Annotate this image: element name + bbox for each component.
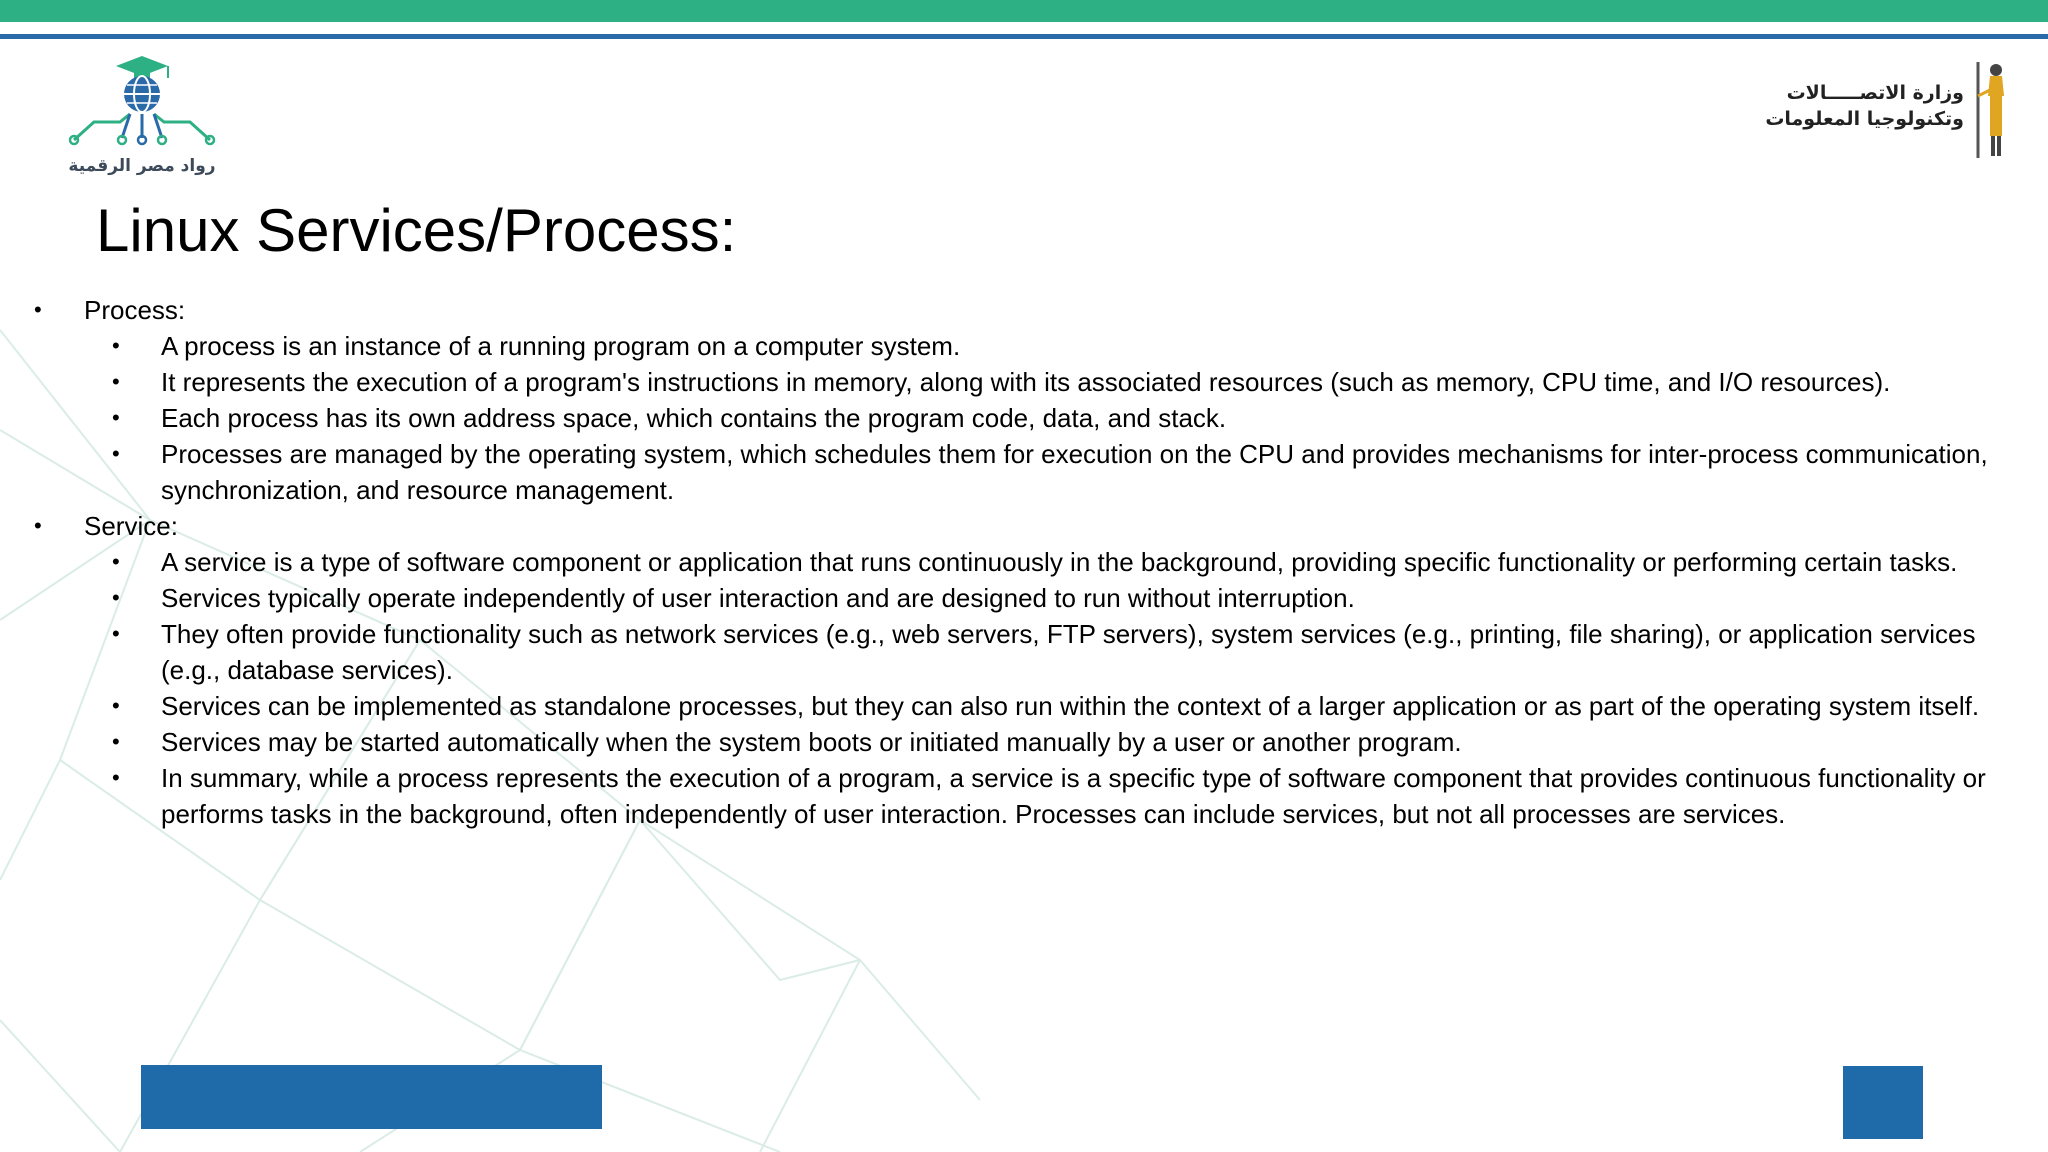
list-item-text: Processes are managed by the operating system, which schedules them for execution on the CPU and provides mechanisms for inter-process communication, synchronization, and resource management. [161, 439, 1988, 505]
top-accent-bar-blue [0, 34, 2048, 39]
list-item-text: It represents the execution of a program's instructions in memory, along with its associated resources (such as memory, CPU time, and I/O resources). [161, 367, 1891, 397]
bullet-icon: • [112, 765, 120, 790]
slide-content [0, 292, 2048, 832]
top-accent-bar-green [0, 0, 2048, 22]
bullet-icon: • [112, 729, 120, 754]
digital-egypt-pioneers-logo [64, 52, 220, 182]
section-service [0, 508, 2048, 832]
list-item [0, 724, 2048, 760]
slide-title: Linux Services/Process: [96, 197, 737, 264]
bullet-icon: • [112, 585, 120, 610]
service-points [84, 544, 2048, 832]
footer-page-box [1843, 1066, 1923, 1139]
left-logo-caption: رواد مصر الرقمية [68, 156, 216, 176]
ministry-name-line2: وتكنولوجيا المعلومات [1765, 108, 1964, 130]
list-item-text: A process is an instance of a running program on a computer system. [161, 331, 961, 361]
bullet-icon: • [112, 369, 120, 394]
bullet-icon: • [112, 441, 120, 466]
list-item-text: A service is a type of software component or application that runs continuously in the background, providing specific functionality or performing certain tasks. [161, 547, 1958, 577]
bullet-icon: • [34, 513, 42, 538]
ministry-name-line1: وزارة الاتصـــــالات [1786, 82, 1964, 104]
bullet-list [0, 292, 2048, 832]
section-process [0, 292, 2048, 508]
list-item-text: In summary, while a process represents the execution of a program, a service is a specific type of software component that provides continuous functionality or performs tasks in the background, often independently of user interaction. Processes can include services, but not all processes are services. [161, 763, 1986, 829]
bullet-icon: • [112, 549, 120, 574]
graduation-cap-globe-circuit-icon [64, 52, 220, 156]
bullet-icon: • [112, 333, 120, 358]
list-item-text: They often provide functionality such as network services (e.g., web servers, FTP servers), system services (e.g., printing, file sharing), or application services (e.g., database services). [161, 619, 1976, 685]
bullet-icon: • [112, 693, 120, 718]
list-item [0, 400, 2048, 436]
list-item [0, 544, 2048, 580]
list-item [0, 364, 2048, 400]
ministry-name [1765, 80, 1964, 132]
list-item-text: Services typically operate independently of user interaction and are designed to run without interruption. [161, 583, 1355, 613]
list-item-text: Services may be started automatically when the system boots or initiated manually by a user or another program. [161, 727, 1462, 757]
list-item [0, 760, 2048, 832]
list-item-text: Services can be implemented as standalone processes, but they can also run within the context of a larger application or as part of the operating system itself. [161, 691, 1980, 721]
list-item [0, 580, 2048, 616]
list-item [0, 328, 2048, 364]
section-heading: Service: [84, 511, 178, 541]
bullet-icon: • [34, 297, 42, 322]
ministry-logo [1765, 56, 2010, 162]
section-heading: Process: [84, 295, 186, 325]
process-points [84, 328, 2048, 508]
list-item [0, 688, 2048, 724]
bullet-icon: • [112, 405, 120, 430]
bullet-icon: • [112, 621, 120, 646]
list-item-text: Each process has its own address space, which contains the program code, data, and stack. [161, 403, 1227, 433]
footer-bar-left [141, 1065, 602, 1129]
list-item [0, 436, 2048, 508]
pharaoh-figure-icon [1970, 56, 2010, 162]
list-item [0, 616, 2048, 688]
